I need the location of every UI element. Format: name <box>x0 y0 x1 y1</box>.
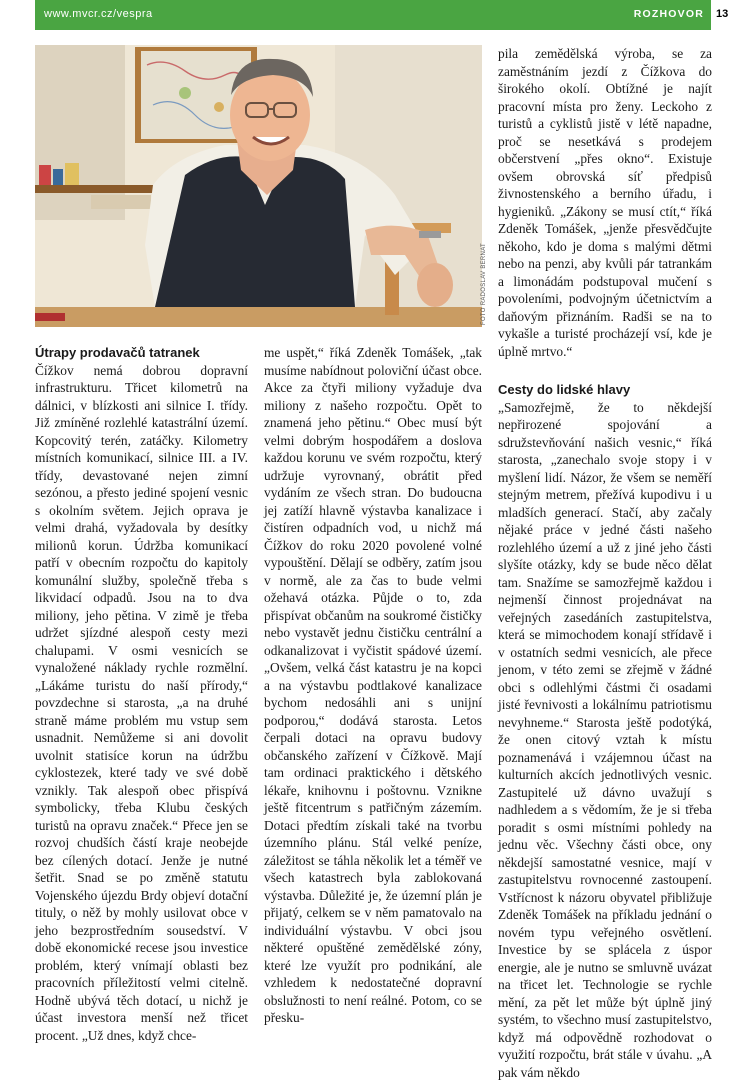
column-3-top-text: pila zemědělská výroba, se za zaměstnáním jezdí z Čížkova do širokého okolí. Obtížné je najít pracovní místa pro ženy. Leckoho z turistů a cyklistů jistě v létě napadne, proč se nesetkává s prodejem občerstvení „přes okno“. Existuje ovšem obrovská síť předpisů živnostenského a berního úřadu, i hygieniků. „Zákony se musí ctít,“ říká Zdeněk Tomášek, „jenže přesvědčujte někoho, kdo je doma s malými dětmi nebo na penzi, aby kvůli pár tatrankám a limonádám podstupoval mučení s povoleními, podvojným účetnictvím a daňovým přiznáním. Radši se na to vykašle a turisté procházejí vsí, kde je úplně mrtvo.“ <box>498 45 712 360</box>
header-section: ROZHOVOR <box>634 8 704 20</box>
column-2-text: me uspět,“ říká Zdeněk Tomášek, „tak musíme nabídnout poloviční účast obce. Akce za čtyři miliony vyžaduje dva miliony z našeho rozpočtu. Opět to znamená jeho pětinu.“ Obec musí být velmi dobrým hospodářem a doslova každou korunu ve svém rozpočtu, který udržuje vyrovnaný, obrátit před vydáním ze všech stran. Do budoucna jej zatíží hlavně výstavba kanalizace i čistíren odpadních vod, u nichž má Čížkov do roku 2020 povolené volné vypouštění. Dělají se odběry, zatím jsou v normě, ale za čas to bude velmi ožehavá otázka. Půjde o to, zda přispívat občanům na soukromé čističky nebo vystavět jednu čističku centrální a odkanalizovat i vyčistit spádové území. „Ovšem, velká část katastru je na kopci a na výstavbu podtlakové kanalizace bychom nedosáhli ani s unijní podporou,“ dodává starosta. Letos čerpali dotaci na opravu budovy občanského zařízení v Čížkově. Mají tam ordinaci praktického i dětského lékaře, knihovnu i poštovnu. Vznikne ještě fitcentrum s patřičným zázemím. Dotaci předtím získali také na tvorbu územního plánu. Stál velké peníze, záležitost se táhla několik let a téměř ve všech katastrech byla zablokovaná výstavba. Důležité je, že územní plán je přijatý, celkem se v něm pamatovalo na individuální výstavbu. V obci jsou některé opuštěné zemědělské zóny, které lze využít pro podnikání, ale vzhledem k nedostatečné dopravní obslužnosti to není reálné. Potom, co se přesku- <box>264 344 482 1027</box>
section-heading-1: Útrapy prodavačů tatranek <box>35 344 248 362</box>
column-3-text: „Samozřejmě, že to někdejší nepřirozené spojování a sdružstevňování našich vesnic,“ říká starosta, „zanechalo svoje stopy i v myšlení lidí. Názor, že všem se neměří stejným metrem, přežívá kupodivu i u mladších generací. Stačí, aby začaly nějaké práce v jedné části našeho rozlehlého území a už z jiné jeho části slyšíte otázky, kdy se bude něco dělat tam. Snažíme se samozřejmě každou i nejmenší činnost projednávat na veřejných zasedáních zastupitelstva, která se mimochodem konají střídavě i v ostatních sedmi vesnicích, ale přece jenom, v této zemi se zřejmě v žádné obci s odlehlými částmi či osadami jisté řevnivosti a lokálnímu patriotismu nevyhneme.“ Starosta ještě podotýká, že onen citový vztah k místu poznamenává i vzájemnou účast na kulturních akcích jednotlivých vesnic. Zastupitelé už dávno uvažují s nadhledem a s vědomím, že je si třeba poradit s osmi místními pohledy na jednu věc. Všechny části obce, ony někdejší samostatné vesnice, mají v zastupitelstvu rovnocenné zastoupení. Vstřícnost k názoru obyvatel přibližuje Zdeněk Tomášek na příkladu jednání o novém typu veřejného osvětlení. Investice by se splácela z úspor energie, ale je nutno se smluvně uvázat na třicet let. Technologie se rychle mění, za pět let může být úplně jiný systém, to všechno musí zastupitelstvo, když má odpovědně rozhodovat o využití rozpočtu, brát stále v úvahu. „A pak vám někdo <box>498 399 712 1081</box>
article-column-2 <box>264 344 482 1027</box>
section-heading-2: Cesty do lidské hlavy <box>498 381 712 399</box>
portrait-photo <box>35 45 482 327</box>
column-1-text: Čížkov nemá dobrou dopravní infrastrukturu. Třicet kilometrů na dálnici, v blízkosti ani silnice I. třídy. Již zmíněné rozlehlé katastrální území. Kopcovitý terén, zatáčky. Kilometry místních komunikací, silnice III. a IV. třídy, devastované nejen zimní sezónou, a přesto jediné spojení vesnic s okolním světem. Jejich oprava je velmi drahá, vyžadovala by desítky milionů korun. Údržba komunikací patří v obecním rozpočtu do kapitoly komunální služby, společně třeba s likvidací odpadů. Jsou na to dva miliony, jeho pětina. V zimě je třeba udržet sjízdné alespoň cesty mezi chalupami. V osmi vesnicích se vynaložené náklady rychle rozmělní. „Lákáme turistu do naší přírody,“ povzdechne si starosta, „a na druhé straně máme problém mu vstup sem usnadnit. Nemůžeme si ani dovolit uvolnit statisíce korun na údržbu cyklostezek, které tady ve své době vznikly. Tak alespoň obec přispívá symbolicky, třeba Klubu českých turistů na opravu značek.“ Přece jen se rozvoj chudších částí kraje neobejde bez cílených dotací. Jenže je nutné šetřit. Snad se po změně statutu Vojenského újezdu Brdy objeví dotační tituly, o něž by mohly usilovat obce v jeho bezprostředním sousedství. V době ekonomické recese jsou investice problém, který vnímají oblasti bez pracovních příležitostí velmi citelně. Hodně ubývá těch dotací, u nichž je účast investora menší než třicet procent. „Už dnes, když chce- <box>35 362 248 1045</box>
header-url[interactable]: www.mvcr.cz/vespra <box>44 8 153 20</box>
page-number: 13 <box>716 8 728 20</box>
photo-credit <box>481 245 491 325</box>
page-header <box>0 0 740 30</box>
photo-credit-text: FOTO RADOSLAV BERNAT <box>481 243 487 325</box>
article-column-1 <box>35 344 248 1044</box>
article-column-3 <box>498 45 712 1081</box>
